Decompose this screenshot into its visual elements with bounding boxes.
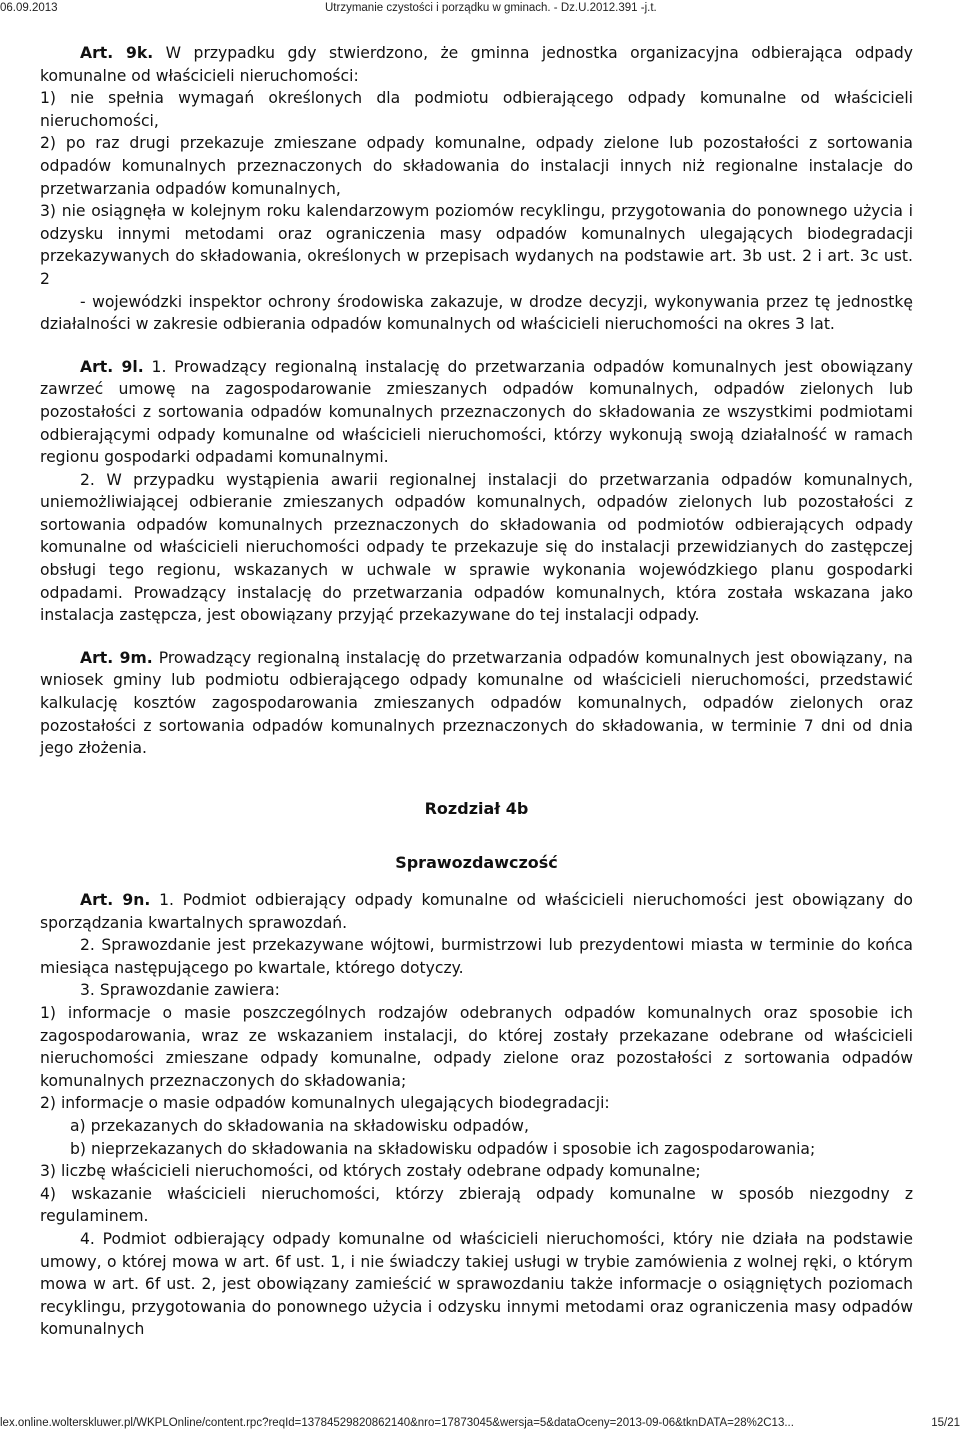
art-9l-par-2: 2. W przypadku wystąpienia awarii regionalnej instalacji do przetwarzania odpadów komunalnych, uniemożliwiającej odbieranie zmieszanych odpadów komunalnych, odpadów zielonych lub pozostałości z sortowania odpadów komunalnych przeznaczonych do składowania od podmiotów odbierających odpady komunalne od właścicieli nieruchomości odpady te przekazuje się do instalacji przewidzianych do zastępczej obsługi tego regionu, wskazanych w uchwale w sprawie wykonania wojewódzkiego planu gospodarki odpadami. Prowadzący instalację do przetwarzania odpadów komunalnych, która została wskazana jako instalacja zastępcza, jest obowiązany przyjąć przekazywane do tej instalacji odpady. xyxy=(40,470,913,625)
page-footer xyxy=(0,1415,960,1433)
print-date: 06.09.2013 xyxy=(0,2,58,14)
art-9n-item-2b: b) nieprzekazanych do składowania na składowisku odpadów i sposobie ich zagospodarowania; xyxy=(70,1139,816,1158)
art-9k-label: Art. 9k. xyxy=(80,44,154,62)
art-9n-item-2a: a) przekazanych do składowania na składowisku odpadów, xyxy=(70,1116,529,1135)
page-header xyxy=(0,0,960,20)
art-9l-par-1: Art. 9l. 1. Prowadzący regionalną instalację do przetwarzania odpadów komunalnych jest obowiązany zawrzeć umowę na zagospodarowanie zmieszanych odpadów komunalnych, odpadów zielonych lub pozostałości z sortowania odpadów komunalnych przeznaczonych do składowania ze wszystkimi podmiotami odbierającymi odpady komunalne od właścicieli nieruchomości, którzy wykonują swoją działalność w ramach regionu gospodarki odpadami komunalnymi. xyxy=(40,357,913,467)
art-9k-conclusion: - wojewódzki inspektor ochrony środowiska zakazuje, w drodze decyzji, wykonywania przez tę jednostkę działalności w zakresie odbierania odpadów komunalnych od właścicieli nieruchomości na okres 3 lat. xyxy=(40,292,913,334)
art-9n-item-4: 4) wskazanie właścicieli nieruchomości, którzy zbierają odpady komunalne w sposób niezgodny z regulaminem. xyxy=(40,1184,913,1226)
art-9n-item-1: 1) informacje o masie poszczególnych rodzajów odebranych odpadów komunalnych oraz sposobie ich zagospodarowania, wraz ze wskazaniem instalacji, do której zostały przekazane odebrane od właścicieli nieruchomości zmieszane odpady komunalne, odpady zielone oraz pozostałości z sortowania odpadów komunalnych przeznaczonych do składowania; xyxy=(40,1003,913,1090)
art-9n-item-2: 2) informacje o masie odpadów komunalnych ulegających biodegradacji: xyxy=(40,1094,610,1113)
art-9n-item-3: 3) liczbę właścicieli nieruchomości, od których zostały odebrane odpady komunalne; xyxy=(40,1162,701,1181)
art-9k-point-2: 2) po raz drugi przekazuje zmieszane odpady komunalne, odpady zielone lub pozostałości z sortowania odpadów komunalnych przeznaczonych do składowania do instalacji innych niż regionalne instalacje do przetwarzania odpadów komunalnych, xyxy=(40,134,913,198)
art-9n-label: Art. 9n. xyxy=(80,891,151,909)
document-body xyxy=(40,42,913,1341)
chapter-number: Rozdział 4b xyxy=(424,798,529,818)
art-9n-par-3: 3. Sprawozdanie zawiera: xyxy=(80,981,280,1000)
art-9k-point-1: 1) nie spełnia wymagań określonych dla podmiotu odbierającego odpady komunalne od właścicieli nieruchomości, xyxy=(40,89,913,130)
art-9m: Art. 9m. Prowadzący regionalną instalację do przetwarzania odpadów komunalnych jest obowiązany, na wniosek gminy lub podmiotu odbierającego odpady komunalne od właścicieli nieruchomości, przedstawić kalkulację kosztów zagospodarowania zmieszanych odpadów komunalnych, odpadów zielonych oraz pozostałości z sortowania odpadów komunalnych przeznaczonych do składowania, w terminie 7 dni od dnia jego złożenia. xyxy=(40,648,913,758)
art-9n-par-4: 4. Podmiot odbierający odpady komunalne od właścicieli nieruchomości, który nie działa na podstawie umowy, o której mowa w art. 6f ust. 1, i nie świadczy takiej usługi w trybie zamówienia z wolnej ręki, o którym mowa w art. 6f ust. 2, jest obowiązany zamieścić w sprawozdaniu także informacje o osiągniętych poziomach recyklingu, przygotowania do ponownego użycia i odzysku innymi metodami oraz ograniczenia masy odpadów komunalnych xyxy=(40,1229,913,1339)
art-9n-par-1: Art. 9n. 1. Podmiot odbierający odpady komunalne od właścicieli nieruchomości jest obowiązany do sporządzania kwartalnych sprawozdań. xyxy=(40,891,913,932)
art-9k-intro: Art. 9k. W przypadku gdy stwierdzono, że gminna jednostka organizacyjna odbierająca odpady komunalne od właścicieli nieruchomości: xyxy=(40,44,913,85)
page-number: 15/21 xyxy=(931,1417,960,1429)
chapter-title: Sprawozdawczość xyxy=(395,853,558,873)
art-9m-label: Art. 9m. xyxy=(80,648,153,667)
art-9k-point-3: 3) nie osiągnęła w kolejnym roku kalendarzowym poziomów recyklingu, przygotowania do ponownego użycia i odzysku innymi metodami oraz ograniczenia masy odpadów komunalnych ulegających biodegradacji przekazywanych do składowania, określonych w przepisach wydanych na podstawie art. 3b ust. 2 i art. 3c ust. 2 xyxy=(40,202,913,288)
source-url[interactable]: lex.online.wolterskluwer.pl/WKPLOnline/content.rpc?reqId=1378452982086214​0&nro=17873045&wersja=5&dataOceny=2013-09-06&tknDATA=28%2C13... xyxy=(0,1417,794,1429)
document-title: Utrzymanie czystości i porządku w gminach. - Dz.U.2012.391 -j.t. xyxy=(325,2,657,14)
art-9n-par-2: 2. Sprawozdanie jest przekazywane wójtowi, burmistrzowi lub prezydentowi miasta w terminie do końca miesiąca następującego po kwartale, którego dotyczy. xyxy=(40,936,913,977)
art-9l-label: Art. 9l. xyxy=(80,357,144,376)
